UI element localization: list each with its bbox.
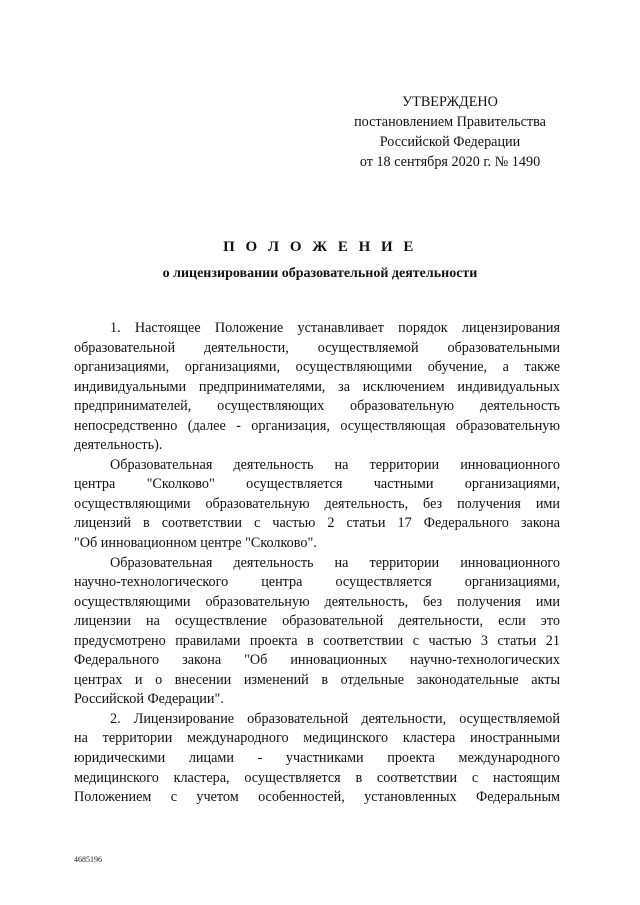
body-line: "Об инновационном центре "Сколково". <box>74 535 317 552</box>
approval-line-2: Российской Федерации <box>379 134 521 150</box>
approval-line-1: постановлением Правительства <box>354 114 546 130</box>
approval-line-3: от 18 сентября 2020 г. № 1490 <box>359 154 541 170</box>
body-line: центрах и о внесении изменений в отдельные законодательные акты <box>74 671 560 688</box>
body-line: Российской Федерации". <box>74 691 224 708</box>
body-line: предпринимателей, осуществляющих образовательную деятельность <box>74 398 560 415</box>
document-body <box>74 319 560 808</box>
approval-heading: УТВЕРЖДЕНО <box>402 94 498 110</box>
body-line: осуществляющими образовательную деятельность, без получения ими <box>74 593 560 610</box>
body-line: 2. Лицензирование образовательной деятельности, осуществляемой <box>110 710 560 727</box>
body-line: лицензий в соответствии с частью 2 статьи 17 Федерального закона <box>74 515 560 532</box>
body-line: Федерального закона "Об инновационных научно-технологических <box>74 652 560 669</box>
body-line: центра "Сколково" осуществляется частными организациями, <box>74 476 560 493</box>
approval-block <box>330 92 570 172</box>
body-line: юридическими лицами - участниками проекта международного <box>74 750 560 767</box>
body-line: индивидуальными предпринимателями, за исключением индивидуальных <box>74 378 560 395</box>
body-line: непосредственно (далее - организация, осуществляющая образовательную <box>74 417 560 434</box>
body-line: организациями, организациями, осуществляющими обучение, а также <box>74 359 560 376</box>
document-title: П О Л О Ж Е Н И Е <box>223 239 417 255</box>
body-line: деятельность). <box>74 437 163 454</box>
body-line: осуществляющими образовательную деятельность, без получения ими <box>74 495 560 512</box>
body-line: Положением с учетом особенностей, установленных Федеральным <box>74 789 560 806</box>
body-line: Образовательная деятельность на территории инновационного <box>110 456 560 473</box>
body-line: предусмотрено правилами проекта в соответствии с частью 3 статьи 21 <box>74 632 560 649</box>
body-line: на территории международного медицинского кластера иностранными <box>74 730 560 747</box>
body-line: Образовательная деятельность на территории инновационного <box>110 554 560 571</box>
body-line: образовательной деятельности, осуществляемой образовательными <box>74 339 560 356</box>
document-code: 4685196 <box>74 855 102 864</box>
body-line: научно-технологического центра осуществляется организациями, <box>74 574 560 591</box>
body-line: лицензии на осуществление образовательной деятельности, если это <box>74 613 560 630</box>
body-line: медицинского кластера, осуществляется в соответствии с настоящим <box>74 769 560 786</box>
document-subtitle: о лицензировании образовательной деятельности <box>162 266 478 281</box>
body-line: 1. Настоящее Положение устанавливает порядок лицензирования <box>110 320 560 336</box>
